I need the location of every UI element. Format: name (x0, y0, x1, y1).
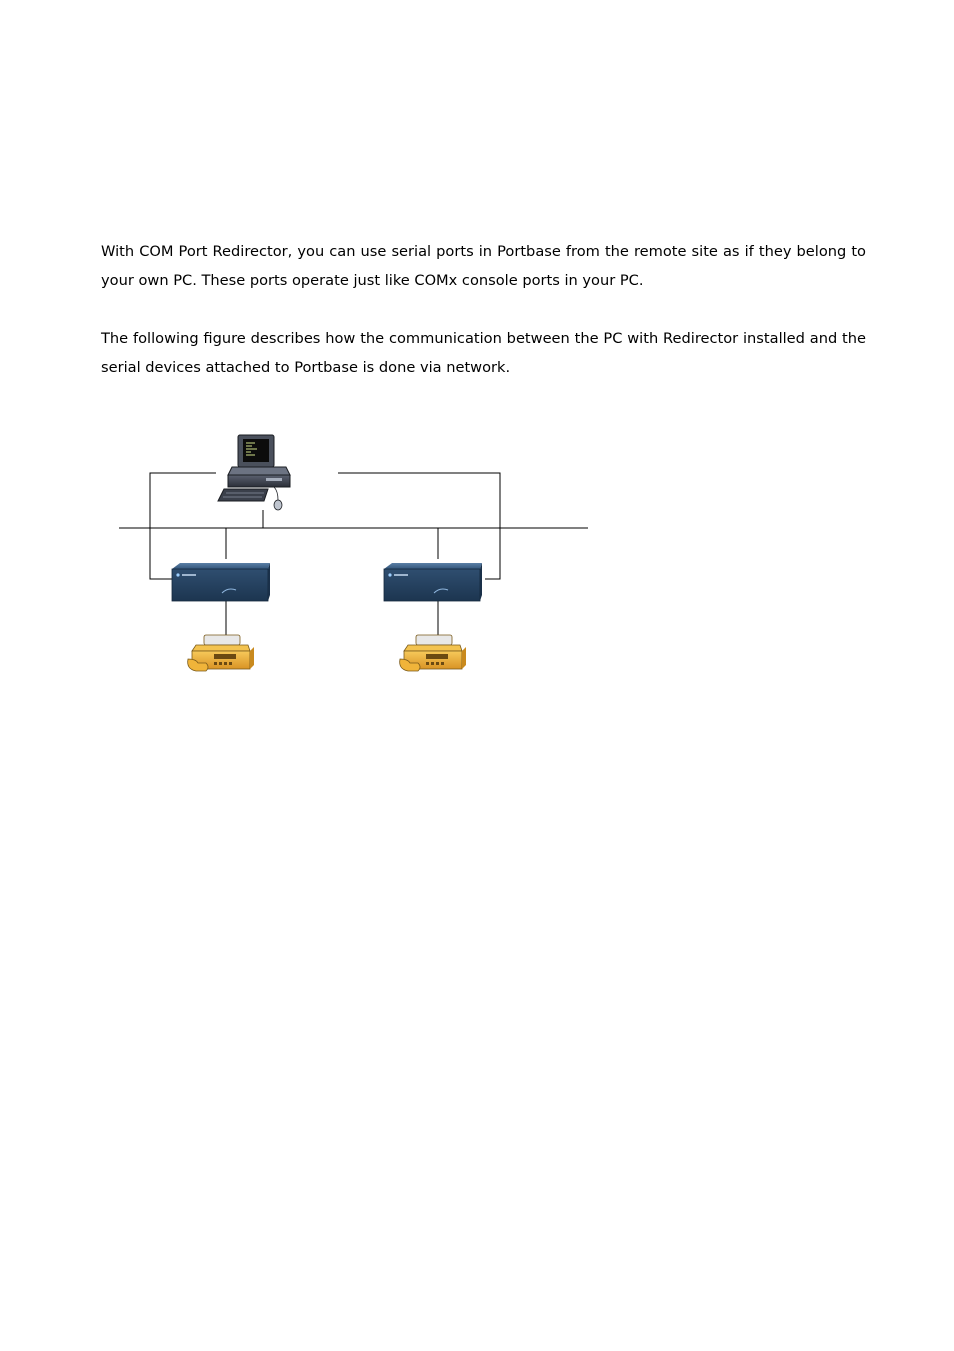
intro-paragraph: With COM Port Redirector, you can use serial ports in Portbase from the remote site as if they belong to your own PC. These ports operate just like COMx console ports in your PC. (101, 243, 866, 289)
network-diagram (110, 425, 600, 690)
figure-description-paragraph: The following figure describes how the communication between the PC with Redirector installed and the serial devices attached to Portbase is done via network. (101, 330, 866, 376)
pc-icon (218, 435, 290, 510)
portbase-device-icon (172, 563, 270, 601)
fax-machine-icon (188, 635, 254, 671)
connection-lines (119, 473, 588, 638)
fax-machine-icon (400, 635, 466, 671)
portbase-device-icon (384, 563, 482, 601)
